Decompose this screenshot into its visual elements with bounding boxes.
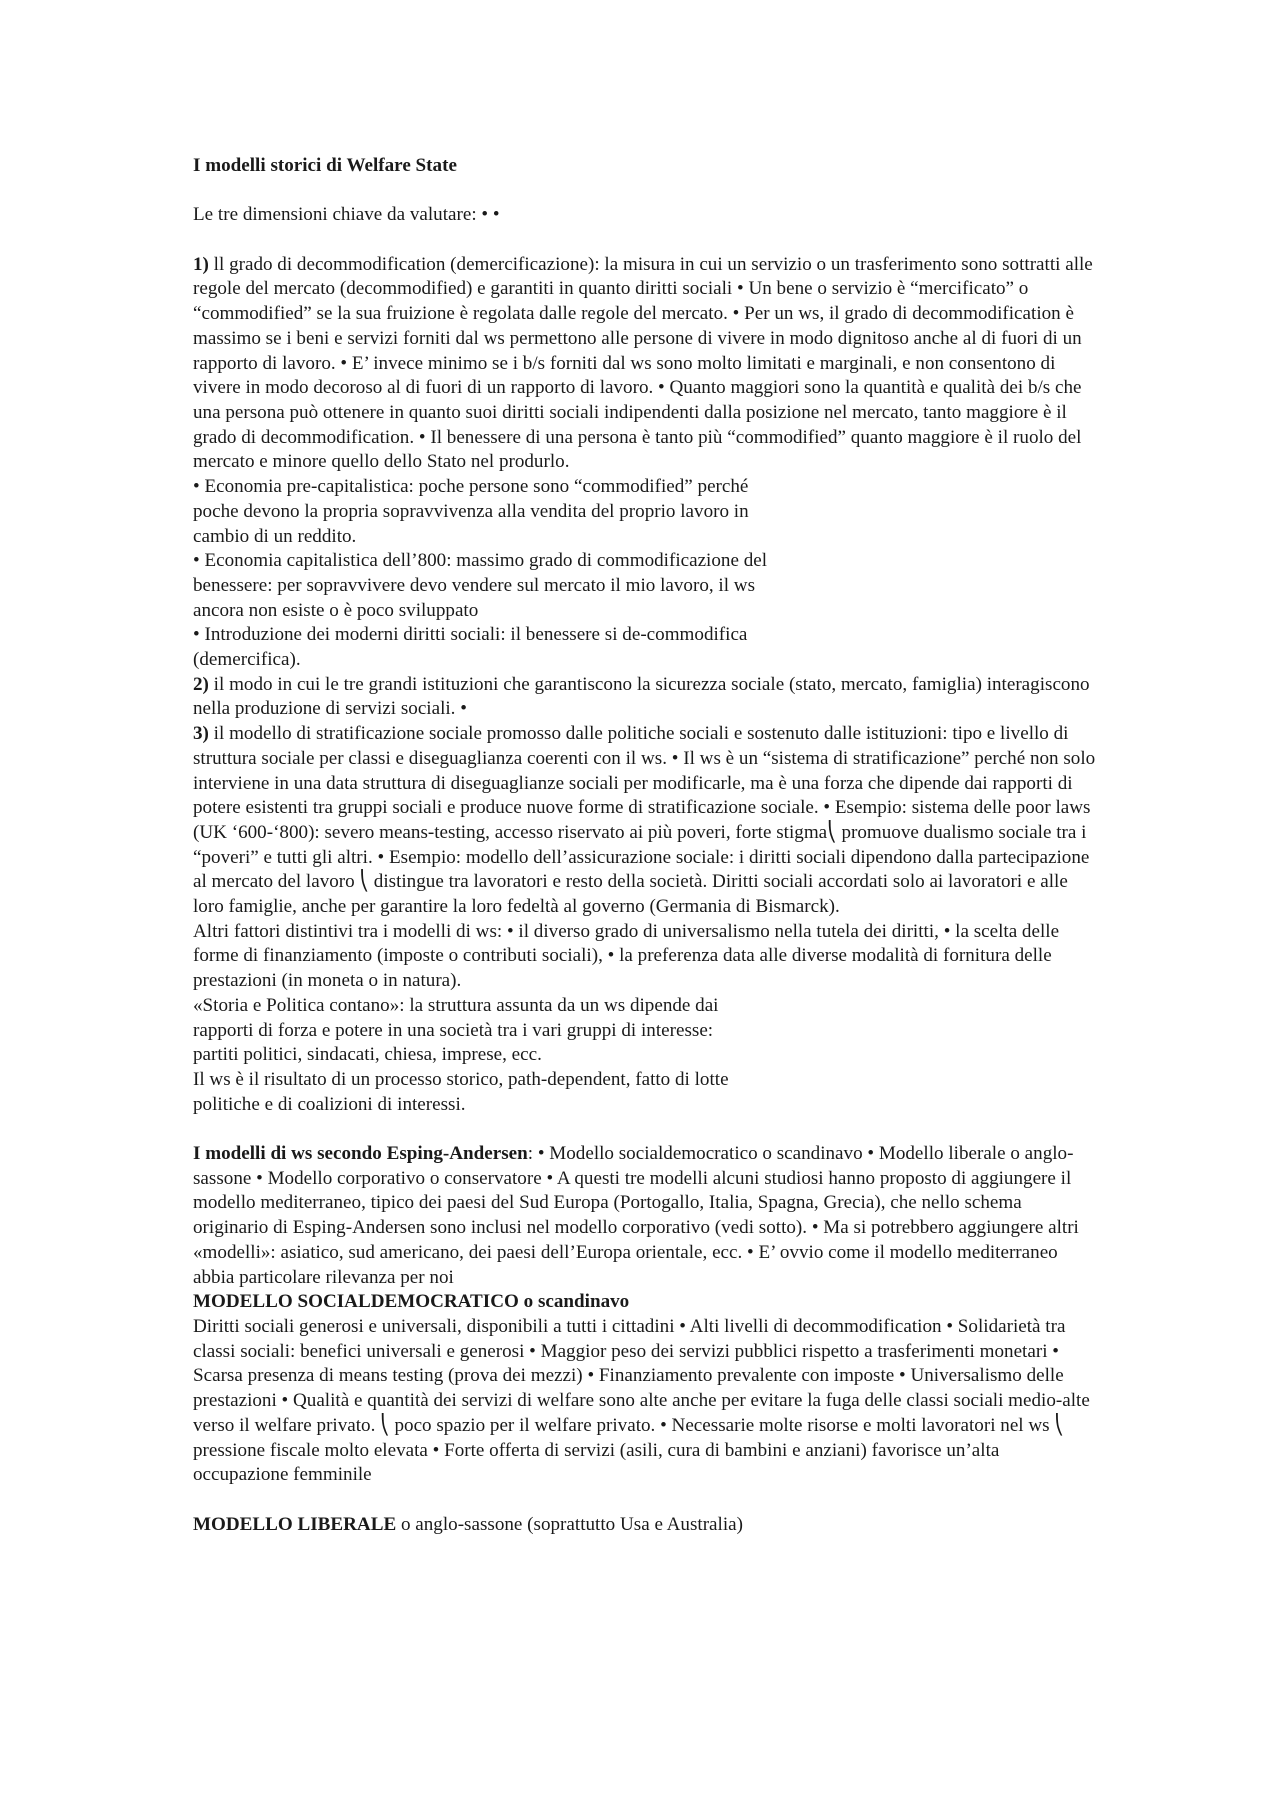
dimension-2-number: 2) [193,673,209,695]
dimension-1-paragraph [193,253,1098,475]
economy-modern-rights-block [193,623,833,672]
eco2-line: ancora non esiste o è poco sviluppato [193,599,479,621]
eco1-line: poche devono la propria sopravvivenza alla vendita del proprio lavoro in [193,500,749,522]
dimension-1-number: 1) [193,253,209,275]
eco3-line: • Introduzione dei moderni diritti sociali: il benessere si de-commodifica [193,624,748,646]
eco3-line: (demercifica). [193,649,301,671]
liberal-paragraph [193,1513,1098,1538]
esping-andersen-text: : • Modello socialdemocratico o scandinavo • Modello liberale o anglo-sassone • Modello corporativo o conservatore • A questi tre modelli alcuni studiosi hanno proposto di aggiungere il modello mediterraneo, tipico dei paesi del Sud Europa (Portogallo, Italia, Spagna, Grecia), che nello schema originario di Esping-Andersen sono inclusi nel modello corporativo (vedi sotto). • Ma si potrebbero aggiungere altri «modelli»: asiatico, sud americano, dei paesi dell’Europa orientale, ecc. • E’ ovvio come il modello mediterraneo abbia particolare rilevanza per noi [193,1143,1079,1288]
esping-andersen-heading: I modelli di ws secondo Esping-Andersen [193,1143,528,1165]
dimension-1-text: ll grado di decommodification (demercificazione): la misura in cui un servizio o un trasferimento sono sottratti alle regole del mercato (decommodified) e garantiti in quanto diritti sociali • Un bene o servizio è “mercificato” o “commodified” se la sua fruizione è regolata dalle regole del mercato. • Per un ws, il grado di decommodification è massimo se i beni e servizi forniti dal ws permettono alle persone di vivere in modo dignitoso anche al di fuori di un rapporto di lavoro. • E’ invece minimo se i b/s forniti dal ws sono molto limitati e marginali, e non consentono di vivere in modo decoroso al di fuori di un rapporto di lavoro. • Quanto maggiori sono la quantità e qualità dei b/s che una persona può ottenere in quanto suoi diritti sociali indipendenti dalla posizione nel mercato, tanto maggiore è il grado di decommodification. • Il benessere di una persona è tanto più “commodified” quanto maggiore è il ruolo del mercato e minore quello dello Stato nel produrlo. [193,253,1093,473]
history-line: rapporti di forza e potere in una società tra i vari gruppi di interesse: [193,1019,714,1041]
dimension-3-text: il modello di stratificazione sociale promosso dalle politiche sociali e sostenuto dalle istituzioni: tipo e livello di struttura sociale per classi e diseguaglianza coerenti con il ws. • Il ws è un “sistema di stratificazione” perché non solo interviene in una data struttura di diseguaglianze sociali per modificarle, ma è una forza che dipende dai rapporti di potere esistenti tra gruppi sociali e produce nuove forme di stratificazione sociale. • Esempio: sistema delle poor laws (UK ‘600-‘800): severo means-testing, accesso riservato ai più poveri, forte stigma⎝ promuove dualismo sociale tra i “poveri” e tutti gli altri. • Esempio: modello dell’assicurazione sociale: i diritti sociali dipendono dalla partecipazione al mercato del lavoro ⎝ distingue tra lavoratori e resto della società. Diritti sociali accordati solo ai lavoratori e alle loro famiglie, anche per garantire la loro fedeltà al governo (Germania di Bismarck). [193,723,1096,918]
liberal-heading: MODELLO LIBERALE [193,1513,397,1535]
document-title: I modelli storici di Welfare State [193,155,457,176]
economy-precapitalist-block [193,475,833,549]
dimension-3-number: 3) [193,723,209,745]
history-politics-block [193,994,833,1118]
history-line: politiche e di coalizioni di interessi. [193,1093,466,1115]
other-factors-paragraph: Altri fattori distintivi tra i modelli di ws: • il diverso grado di universalismo nella tutela dei diritti, • la scelta delle forme di finanziamento (imposte o contributi sociali), • la preferenza data alle diverse modalità di fornitura delle prestazioni (in moneta o in natura). [193,920,1060,992]
esping-andersen-paragraph [193,1142,1098,1290]
history-line: Il ws è il risultato di un processo storico, path-dependent, fatto di lotte [193,1068,729,1090]
socialdemocratic-heading: MODELLO SOCIALDEMOCRATICO o scandinavo [193,1291,630,1313]
liberal-text: o anglo-sassone (soprattutto Usa e Australia) [396,1513,743,1535]
economy-capitalist-block [193,549,833,623]
document-body [193,154,1098,1537]
history-line: «Storia e Politica contano»: la struttura assunta da un ws dipende dai [193,994,719,1016]
eco2-line: • Economia capitalistica dell’800: massimo grado di commodificazione del [193,550,768,572]
eco1-line: • Economia pre-capitalistica: poche persone sono “commodified” perché [193,476,749,498]
eco1-line: cambio di un reddito. [193,525,357,547]
eco2-line: benessere: per sopravvivere devo vendere sul mercato il mio lavoro, il ws [193,574,756,596]
intro-line: Le tre dimensioni chiave da valutare: • • [193,204,500,226]
dimension-2-paragraph [193,673,1098,722]
dimension-2-text: il modo in cui le tre grandi istituzioni che garantiscono la sicurezza sociale (stato, mercato, famiglia) interagiscono nella produzione di servizi sociali. • [193,673,1090,720]
socialdemocratic-text: Diritti sociali generosi e universali, disponibili a tutti i cittadini • Alti livelli di decommodification • Solidarietà tra classi sociali: benefici universali e generosi • Maggior peso dei servizi pubblici rispetto a trasferimenti monetari • Scarsa presenza di means testing (prova dei mezzi) • Finanziamento prevalente con imposte • Universalismo delle prestazioni • Qualità e quantità dei servizi di welfare sono alte anche per evitare la fuga delle classi sociali medio-alte verso il welfare privato. ⎝ poco spazio per il welfare privato. • Necessarie molte risorse e molti lavoratori nel ws ⎝ pressione fiscale molto elevata • Forte offerta di servizi (asili, cura di bambini e anziani) favorisce un’alta occupazione femminile [193,1316,1090,1486]
history-line: partiti politici, sindacati, chiesa, imprese, ecc. [193,1044,542,1066]
dimension-3-paragraph [193,722,1098,920]
